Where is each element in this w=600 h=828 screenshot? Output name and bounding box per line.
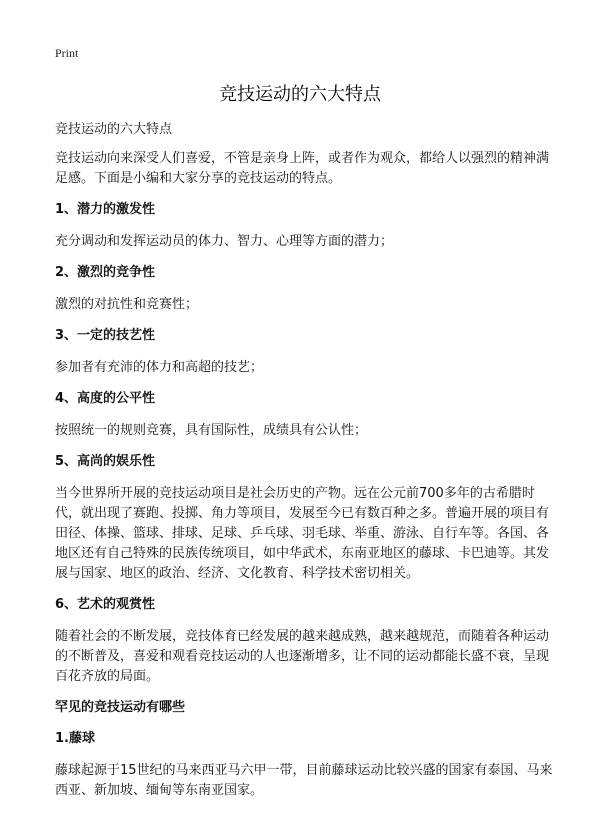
section-heading: 5、高尚的娱乐性	[55, 454, 156, 469]
intro-paragraph: 竞技运动向来深受人们喜爱，不管是亲身上阵，或者作为观众，都给人以强烈的精神满足感。下面是小编和大家分享的竞技运动的特点。	[55, 151, 550, 186]
rare-sports-heading: 罕见的竞技运动有哪些	[55, 700, 186, 715]
section-paragraph: 当今世界所开展的竞技运动项目是社会历史的产物。远在公元前700多年的古希腊时代，就出现了赛跑、投掷、角力等项目，发展至今已有数百种之多。普遍开展的项目有田径、体操、篮球、排球、足球、乒乓球、羽毛球、举重、游泳、自行车等。各国、各地区还有自己特殊的民族传统项目，如中华武术，东南亚地区的藤球、卡巴迪等。其发展与国家、地区的政治、经济、文化教育、科学技术密切相关。	[55, 486, 550, 581]
section-paragraph: 按照统一的规则竞赛，具有国际性，成绩具有公认性；	[55, 423, 368, 438]
rare-item-paragraph: 藤球起源于15世纪的马来西亚马六甲一带，目前藤球运动比较兴盛的国家有泰国、马来西亚、新加坡、缅甸等东南亚国家。	[55, 763, 553, 798]
article-body	[55, 121, 555, 813]
section-heading: 4、高度的公平性	[55, 391, 156, 406]
section-paragraph: 充分调动和发挥运动员的体力、智力、心理等方面的潜力；	[55, 234, 394, 249]
rare-item-heading: 1.藤球	[55, 731, 95, 746]
section-paragraph: 随着社会的不断发展，竞技体育已经发展的越来越成熟，越来越规范，而随着各种运动的不断普及，喜爱和观看竞技运动的人也逐渐增多，让不同的运动都能长盛不衰，呈现百花齐放的局面。	[55, 629, 550, 684]
section-paragraph: 激烈的对抗性和竞赛性；	[55, 297, 199, 312]
section-heading: 1、潜力的激发性	[55, 202, 156, 217]
article-subtitle: 竞技运动的六大特点	[55, 122, 173, 137]
section-heading: 2、激烈的竞争性	[55, 265, 156, 280]
section-heading: 6、艺术的观赏性	[55, 597, 156, 612]
page-title: 竞技运动的六大特点	[219, 84, 381, 105]
section-paragraph: 参加者有充沛的体力和高超的技艺；	[55, 360, 264, 375]
print-label: Print	[55, 46, 79, 60]
section-heading: 3、一定的技艺性	[55, 328, 156, 343]
